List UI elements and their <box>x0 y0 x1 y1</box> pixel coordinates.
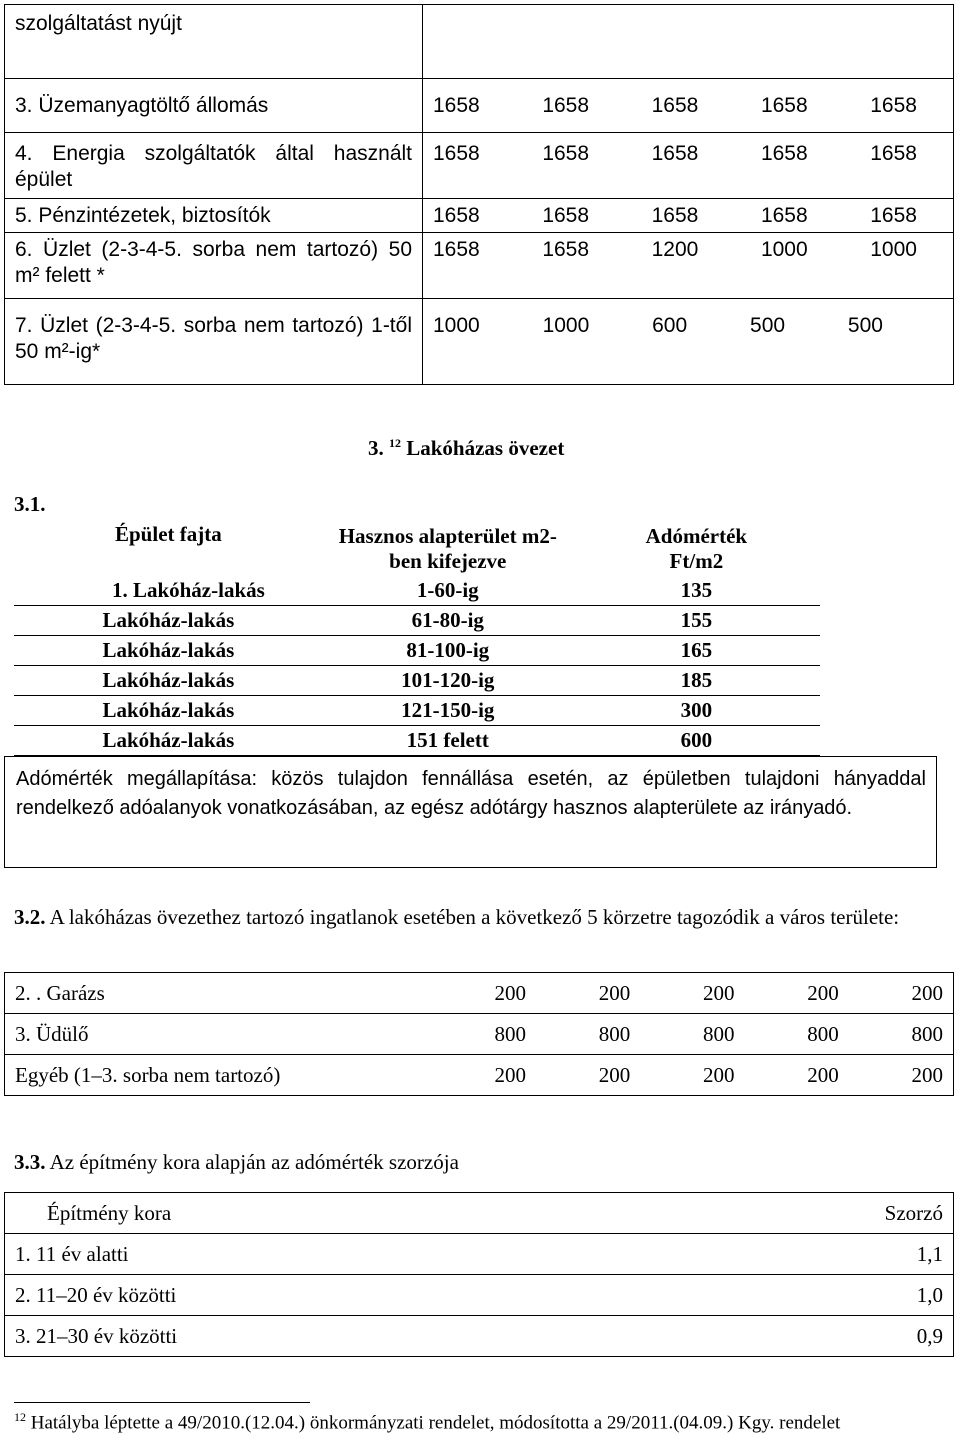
footnote: $^{12}$ Hatályba léptette a 49/2010.(12.04.) önkormányzati rendelet, módosította a 29/2011.(04.09.) Kgy. rendelet <box>14 1410 841 1434</box>
value-cell: 1658 <box>433 203 480 227</box>
table-row: Lakóház-lakás 121-150-ig 300 <box>14 696 820 726</box>
other-rates-table <box>4 972 954 1096</box>
table-row <box>5 233 954 299</box>
table-row: 1. 11 év alatti 1,1 <box>5 1234 954 1275</box>
value-cell: 1658 <box>542 93 590 117</box>
table-row: Lakóház-lakás 101-120-ig 185 <box>14 666 820 696</box>
section-3-3-title: 3.3. Az építmény kora alapján az adómérték szorzója <box>14 1150 459 1174</box>
row-values <box>423 5 954 79</box>
table-header <box>14 518 820 576</box>
footnote-ref: 12 <box>389 436 401 450</box>
value-cell: 1000 <box>870 238 917 261</box>
value-cell: 1658 <box>433 93 480 117</box>
value-cell: 1000 <box>542 314 590 337</box>
value-cell: 1658 <box>870 142 917 165</box>
table-row: 3. Üdülő 800 800 800 800 800 <box>5 1014 954 1055</box>
header-building-type: Épület fajta <box>115 522 222 546</box>
value-cell: 1658 <box>433 142 480 165</box>
value-cell: 1658 <box>433 238 480 261</box>
value-cell: 1658 <box>870 93 917 117</box>
row-label: 6. Üzlet (2-3-4-5. sorba nem tartozó) 50 m² felett * <box>5 233 423 299</box>
value-cell: 1000 <box>433 314 480 337</box>
row-label: 7. Üzlet (2-3-4-5. sorba nem tartozó) 1-től 50 m²-ig* <box>5 299 423 385</box>
value-cell: 500 <box>847 314 883 337</box>
table-row: Lakóház-lakás 151 felett 600 <box>14 726 820 756</box>
residential-rates-table <box>14 518 820 756</box>
table-row <box>5 5 954 79</box>
table-header <box>5 1193 954 1234</box>
value-cell: 1658 <box>760 142 808 165</box>
table-row <box>5 133 954 199</box>
value-cell: 1658 <box>870 203 917 227</box>
value-cell: 1200 <box>651 238 699 261</box>
table-row: 2. . Garázs 200 200 200 200 200 <box>5 973 954 1014</box>
value-cell: 1000 <box>760 238 808 261</box>
table-row: 2. 11–20 év közötti 1,0 <box>5 1275 954 1316</box>
value-cell: 1658 <box>760 203 808 227</box>
subsection-number: 3.1. <box>14 492 46 516</box>
table-row <box>5 79 954 133</box>
rate-note-box: Adómérték megállapítása: közös tulajdon fennállása esetén, az épületben tulajdoni hányaddal rendelkező adóalanyok vonatkozásában, az egész adótárgy hasznos alapterülete az irányadó. <box>4 756 937 868</box>
value-cell: 1658 <box>760 93 808 117</box>
table-row: 3. 21–30 év közötti 0,9 <box>5 1316 954 1357</box>
footnote-divider <box>14 1402 310 1403</box>
header-age: Építmény kora <box>5 1193 668 1234</box>
value-cell: 500 <box>750 314 786 337</box>
value-cell: 1658 <box>651 142 699 165</box>
value-cell: 1658 <box>542 203 590 227</box>
value-cell: 1658 <box>542 142 590 165</box>
value-cell: 1658 <box>651 93 699 117</box>
row-label: 3. Üzemanyagtöltő állomás <box>5 79 423 133</box>
row-label: szolgáltatást nyújt <box>5 5 423 79</box>
table-row: Egyéb (1–3. sorba nem tartozó) 200 200 200 200 200 <box>5 1055 954 1096</box>
table-row <box>5 299 954 385</box>
section-3-2-text: 3.2. A lakóházas övezethez tartozó ingatlanok esetében a következő 5 körzetre tagozódik a város területe: <box>14 905 900 929</box>
row-label: 5. Pénzintézetek, biztosítók <box>5 199 423 233</box>
value-cell: 1658 <box>651 203 699 227</box>
header-area: Hasznos alapterület m2-ben kifejezve <box>338 524 557 573</box>
row-label: 4. Energia szolgáltatók által használt épület <box>5 133 423 199</box>
rates-table-commercial <box>4 4 954 385</box>
section-heading: 3. $^{12}$ Lakóházas övezet <box>368 436 565 460</box>
value-cell: 1658 <box>542 238 590 261</box>
header-factor: Szorzó <box>667 1193 953 1234</box>
table-row: Lakóház-lakás 81-100-ig 165 <box>14 636 820 666</box>
age-multiplier-table <box>4 1192 954 1357</box>
header-rate: Adómérték Ft/m2 <box>645 524 748 573</box>
value-cell: 600 <box>652 314 688 337</box>
table-row <box>5 199 954 233</box>
table-row: 1. Lakóház-lakás 1-60-ig 135 <box>14 576 820 606</box>
table-row: Lakóház-lakás 61-80-ig 155 <box>14 606 820 636</box>
